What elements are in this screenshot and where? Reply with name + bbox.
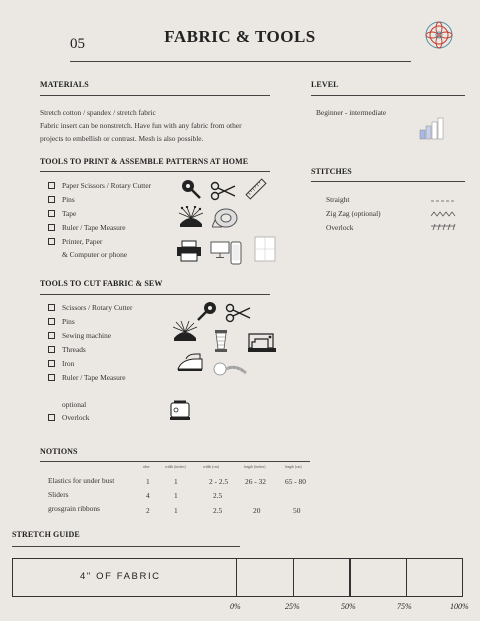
cut-tools-divider	[40, 294, 270, 295]
print-tool-item[interactable]	[48, 209, 76, 218]
checkbox[interactable]	[48, 196, 55, 203]
notion-cell: 26 - 32	[245, 477, 266, 486]
cut-tools-heading: TOOLS TO CUT FABRIC & SEW	[40, 279, 163, 288]
notion-cell: 2.5	[213, 506, 223, 515]
notion-cell: 1	[146, 477, 150, 486]
checkbox[interactable]	[48, 224, 55, 231]
stretch-pct-label: 75%	[397, 602, 412, 611]
title-divider	[70, 61, 411, 62]
print-tool-label: Ruler / Tape Measure	[62, 223, 126, 232]
notions-col-header: width (inches)	[165, 465, 186, 469]
optional-label: optional	[62, 400, 87, 409]
notions-heading: NOTIONS	[40, 447, 78, 456]
print-tool-extra: & Computer or phone	[62, 250, 128, 259]
notions-col-header: length (inches)	[244, 465, 266, 469]
level-bars-icon	[418, 116, 446, 140]
notion-cell: 1	[174, 506, 178, 515]
checkbox[interactable]	[48, 210, 55, 217]
checkbox[interactable]	[48, 414, 55, 421]
cut-tool-item[interactable]	[48, 317, 75, 326]
level-divider	[311, 95, 465, 96]
print-tool-label: Printer, Paper	[62, 237, 103, 246]
computer-icon	[210, 241, 230, 259]
print-tool-label: Paper Scissors / Rotary Cutter	[62, 181, 152, 190]
cut-tool-optional-item[interactable]	[48, 413, 90, 422]
notion-cell: 2	[146, 506, 150, 515]
checkbox[interactable]	[48, 346, 55, 353]
tape-measure-icon	[212, 360, 248, 380]
ruler-icon	[244, 176, 268, 202]
scissors-icon	[225, 303, 251, 323]
phone-icon	[230, 241, 242, 265]
stretch-mark-50	[349, 558, 351, 597]
materials-line-3: projects to embellish or contrast. Mesh is also possible.	[40, 134, 204, 143]
cut-tool-label: Scissors / Rotary Cutter	[62, 303, 133, 312]
cut-tool-item[interactable]	[48, 345, 86, 354]
print-tool-item[interactable]	[48, 237, 102, 246]
notion-cell: 2 - 2.5	[209, 477, 229, 486]
cut-tool-item[interactable]	[48, 303, 132, 312]
notion-name: Sliders	[48, 490, 69, 499]
stretch-pct-label: 100%	[450, 602, 469, 611]
notion-cell: 50	[293, 506, 301, 515]
notions-col-header: width (cm)	[203, 465, 219, 469]
stretch-mark-25	[293, 558, 294, 597]
cut-tool-label: Sewing machine	[62, 331, 112, 340]
pincushion-icon	[176, 206, 206, 230]
checkbox[interactable]	[48, 360, 55, 367]
cut-tool-label: Overlock	[62, 413, 90, 422]
print-tool-item[interactable]	[48, 181, 151, 190]
print-tool-label: Pins	[62, 195, 75, 204]
cut-tool-label: Threads	[62, 345, 86, 354]
materials-line-2: Fabric insert can be nonstretch. Have fun with any fabric from other	[40, 121, 242, 130]
materials-heading: MATERIALS	[40, 80, 89, 89]
checkbox[interactable]	[48, 182, 55, 189]
stretch-mark-0	[236, 558, 237, 597]
cut-tool-label: Pins	[62, 317, 75, 326]
rotary-cutter-icon	[180, 178, 202, 200]
materials-divider	[40, 95, 270, 96]
level-value: Beginner - intermediate	[316, 108, 387, 117]
checkbox[interactable]	[48, 332, 55, 339]
print-tool-label: Tape	[62, 209, 77, 218]
cut-tool-item[interactable]	[48, 331, 111, 340]
notion-name: Elastics for under bust	[48, 476, 115, 485]
sewing-machine-icon	[247, 330, 277, 354]
thread-icon	[210, 328, 232, 354]
stretch-guide-heading: STRETCH GUIDE	[12, 530, 80, 539]
printer-icon	[176, 240, 202, 262]
print-tool-item[interactable]	[48, 195, 75, 204]
iron-icon	[176, 353, 204, 373]
print-tools-heading: TOOLS TO PRINT & ASSEMBLE PATTERNS AT HOME	[40, 157, 249, 166]
stretch-mark-75	[406, 558, 407, 597]
page-number: 05	[70, 36, 85, 52]
checkbox[interactable]	[48, 304, 55, 311]
overlock-icon	[168, 400, 192, 422]
stitch-overlock: Overlock	[326, 223, 354, 232]
notion-cell: 20	[253, 506, 261, 515]
stitch-straight: Straight	[326, 195, 350, 204]
stretch-pct-label: 50%	[341, 602, 356, 611]
checkbox[interactable]	[48, 374, 55, 381]
cut-tool-label: Ruler / Tape Measure	[62, 373, 126, 382]
checkbox[interactable]	[48, 318, 55, 325]
stitches-divider	[311, 181, 465, 182]
stretch-guide-label: 4" OF FABRIC	[80, 571, 161, 582]
stitch-samples-icon	[430, 197, 456, 233]
mandala-logo-icon	[424, 20, 454, 50]
notions-col-header: nbre	[143, 465, 150, 469]
notion-cell: 1	[174, 491, 178, 500]
checkbox[interactable]	[48, 238, 55, 245]
page-title: FABRIC & TOOLS	[164, 27, 316, 46]
materials-line-1: Stretch cotton / spandex / stretch fabric	[40, 108, 156, 117]
paper-icon	[254, 236, 276, 262]
cut-tool-item[interactable]	[48, 373, 126, 382]
notions-divider	[40, 461, 310, 462]
notion-cell: 1	[174, 477, 178, 486]
level-heading: LEVEL	[311, 80, 339, 89]
stitch-zigzag: Zig Zag (optional)	[326, 209, 381, 218]
pincushion-icon	[170, 320, 200, 344]
cut-tool-label: Iron	[62, 359, 75, 368]
scissors-icon	[210, 181, 236, 201]
stretch-guide-divider	[12, 546, 240, 547]
cut-tool-item[interactable]	[48, 359, 74, 368]
notion-cell: 4	[146, 491, 150, 500]
notion-cell: 2.5	[213, 491, 223, 500]
print-tools-divider	[40, 171, 270, 172]
print-tool-item[interactable]	[48, 223, 126, 232]
notions-col-header: length (cm)	[285, 465, 302, 469]
notion-cell: 65 - 80	[285, 477, 306, 486]
rotary-cutter-icon	[196, 300, 218, 322]
stretch-pct-label: 25%	[285, 602, 300, 611]
notion-name: grosgrain ribbons	[48, 504, 100, 513]
stretch-pct-label: 0%	[230, 602, 241, 611]
tape-icon	[212, 207, 240, 229]
stitches-heading: STITCHES	[311, 167, 352, 176]
